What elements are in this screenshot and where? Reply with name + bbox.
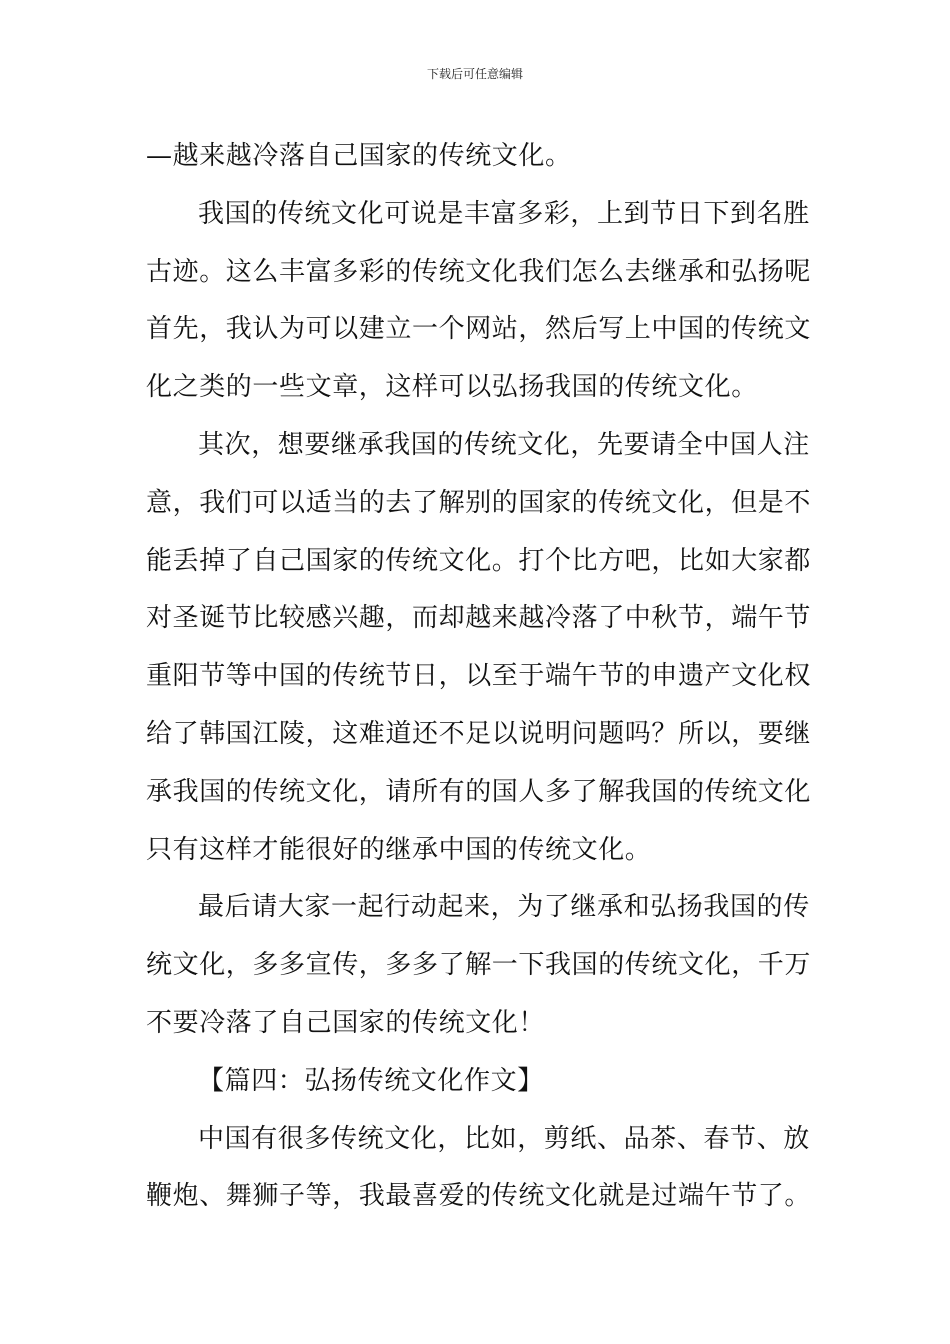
page-header: 下载后可任意编辑 (426, 67, 523, 81)
text-line: 首先，我认为可以建立一个网站，然后写上中国的传统文 (146, 314, 812, 345)
text-line: 统文化，多多宣传，多多了解一下我国的传统文化，千万 (146, 950, 812, 981)
paragraph-start-line: 我国的传统文化可说是丰富多彩，上到节日下到名胜 (198, 198, 810, 229)
text-line: 只有这样才能很好的继承中国的传统文化。 (146, 834, 652, 865)
text-line: —越来越冷落自己国家的传统文化。 (146, 141, 572, 171)
text-line: 对圣诞节比较感兴趣，而却越来越冷落了中秋节，端午节 (146, 603, 812, 634)
text-line: 化之类的一些文章，这样可以弘扬我国的传统文化。 (146, 372, 758, 403)
text-line: 给了韩国江陵，这难道还不足以说明问题吗？所以，要继 (146, 718, 812, 749)
text-line: 能丢掉了自己国家的传统文化。打个比方吧，比如大家都 (146, 545, 812, 576)
text-line: 意，我们可以适当的去了解别的国家的传统文化，但是不 (146, 487, 812, 518)
paragraph-start-line: 最后请大家一起行动起来，为了继承和弘扬我国的传 (198, 892, 810, 923)
text-line: 古迹。这么丰富多彩的传统文化我们怎么去继承和弘扬呢 (146, 256, 812, 287)
section-heading: 【篇四：弘扬传统文化作文】 (198, 1065, 544, 1096)
paragraph-start-line: 中国有很多传统文化，比如，剪纸、品茶、春节、放 (198, 1123, 810, 1154)
text-line: 承我国的传统文化，请所有的国人多了解我国的传统文化 (146, 776, 812, 807)
text-line: 重阳节等中国的传统节日，以至于端午节的申遗产文化权 (146, 661, 812, 692)
paragraph-start-line: 其次，想要继承我国的传统文化，先要请全中国人注 (198, 429, 810, 460)
text-line: 鞭炮、舞狮子等，我最喜爱的传统文化就是过端午节了。 (146, 1181, 812, 1212)
document-body (146, 128, 812, 1226)
text-line: 不要冷落了自己国家的传统文化！ (146, 1007, 546, 1038)
